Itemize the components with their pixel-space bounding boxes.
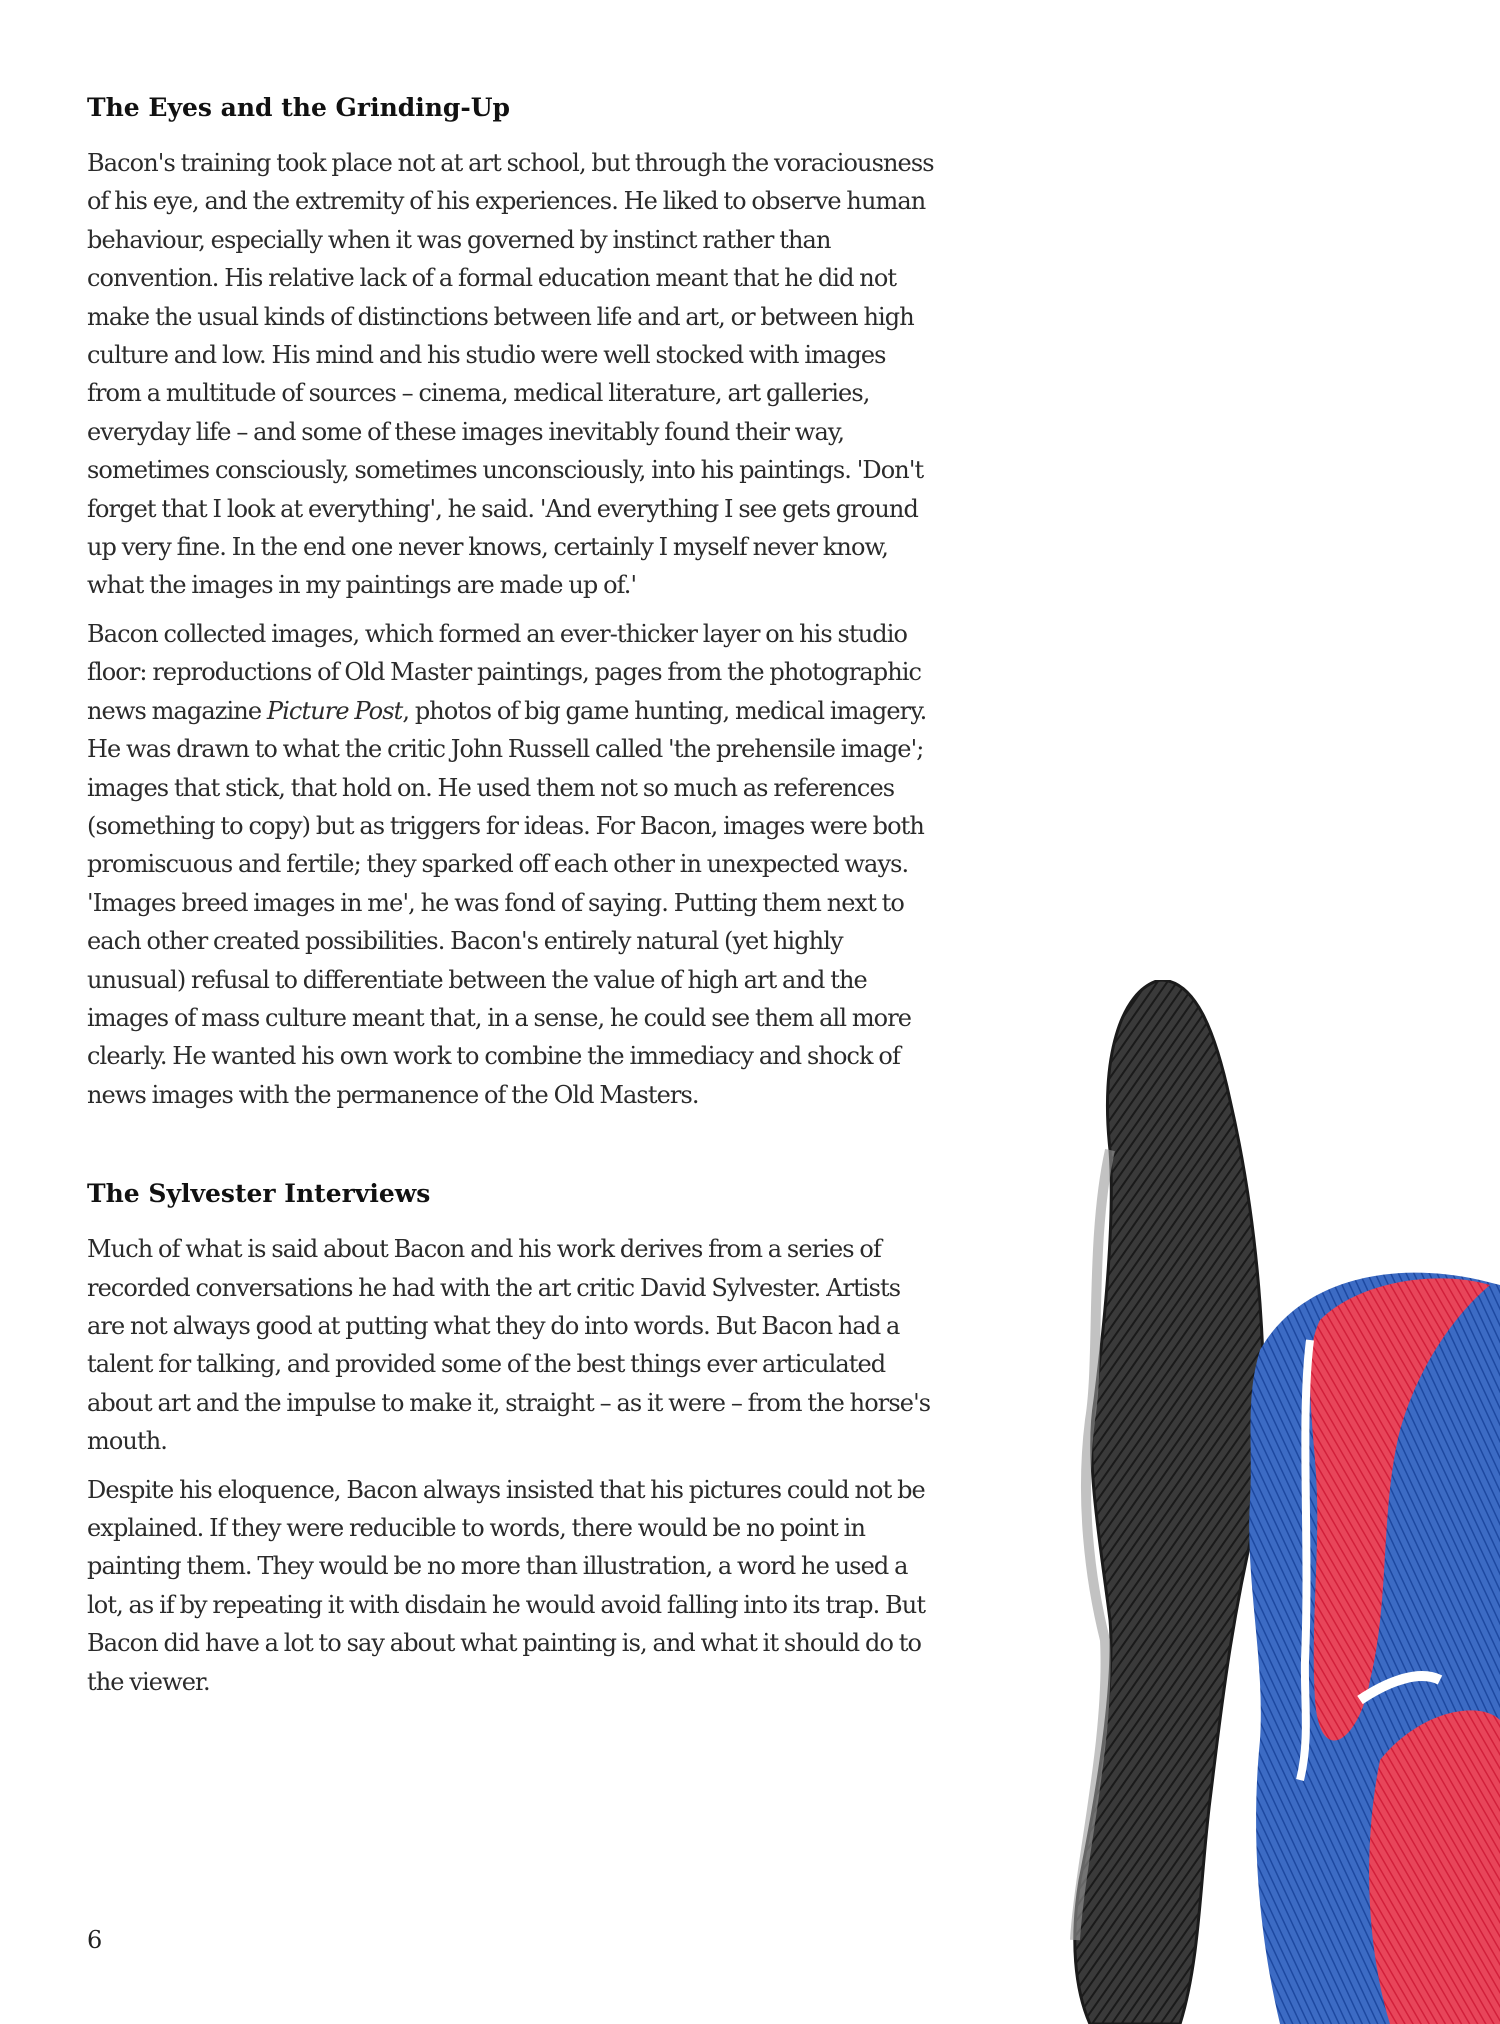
paragraph: Bacon's training took place not at art school, but through the voraciousness of his eye, and the extremity of his experiences. He liked to observe human behaviour, especially when it was governed by instinct rather than convention. His relative lack of a formal education meant that he did not make the usual kinds of distinctions between life and art, or between high culture and low. His mind and his studio were well stocked with images from a multitude of sources – cinema, medical literature, art galleries, everyday life – and some of these images inevitably found their way, sometimes consciously, sometimes unconsciously, into his paintings. 'Don't forget that I look at everything', he said. 'And everything I see gets ground up very fine. In the end one never knows, certainly I myself never know, what the images in my paintings are made up of.' — [87, 149, 934, 600]
paragraph: Much of what is said about Bacon and his work derives from a series of recorded conversations he had with the art critic David Sylvester. Artists are not always good at putting what they do into words. But Bacon had a talent for talking, and provided some of the best things ever articulated about art and the impulse to make it, straight – as it were – from the horse's mouth. — [87, 1235, 931, 1456]
paragraph-text: Bacon collected images, which formed an ever-thicker layer on his studio floor: reproductions of Old Master paintings, pages from the photographic news magazine — [87, 619, 922, 725]
section-heading-sylvester: The Sylvester Interviews — [87, 1179, 431, 1209]
magazine-title: Picture Post — [266, 696, 403, 725]
shadow-shape — [1075, 980, 1264, 2024]
page-number: 6 — [87, 1926, 103, 1954]
paragraph — [87, 615, 937, 1114]
paragraph: Despite his eloquence, Bacon always insisted that his pictures could not be explained. If they were reducible to words, there would be no point in painting them. They would be no more than illustration, a word he used a lot, as if by repeating it with disdain he would avoid falling into its trap. But Bacon did have a lot to say about what painting is, and what it should do to the viewer. — [87, 1475, 926, 1696]
paragraph-text: , photos of big game hunting, medical imagery. He was drawn to what the critic John Russell called 'the prehensile image'; images that stick, that hold on. He used them not so much as references (something to copy) but as triggers for ideas. For Bacon, images were both promiscuous and fertile; they sparked off each other in unexpected ways. 'Images breed images in me', he was fond of saying. Putting them next to each other created possibilities. Bacon's entirely natural (yet highly unusual) refusal to differentiate between the value of high art and the images of mass culture meant that, in a sense, he could see them all more clearly. He wanted his own work to combine the immediacy and shock of news images with the permanence of the Old Masters. — [87, 696, 927, 1109]
figure-illustration — [1060, 980, 1500, 2024]
section-sylvester — [87, 1176, 937, 1701]
main-text-column — [87, 90, 937, 1711]
red-stripe-lower — [1369, 1710, 1500, 2024]
section-heading-eyes: The Eyes and the Grinding-Up — [87, 93, 511, 122]
